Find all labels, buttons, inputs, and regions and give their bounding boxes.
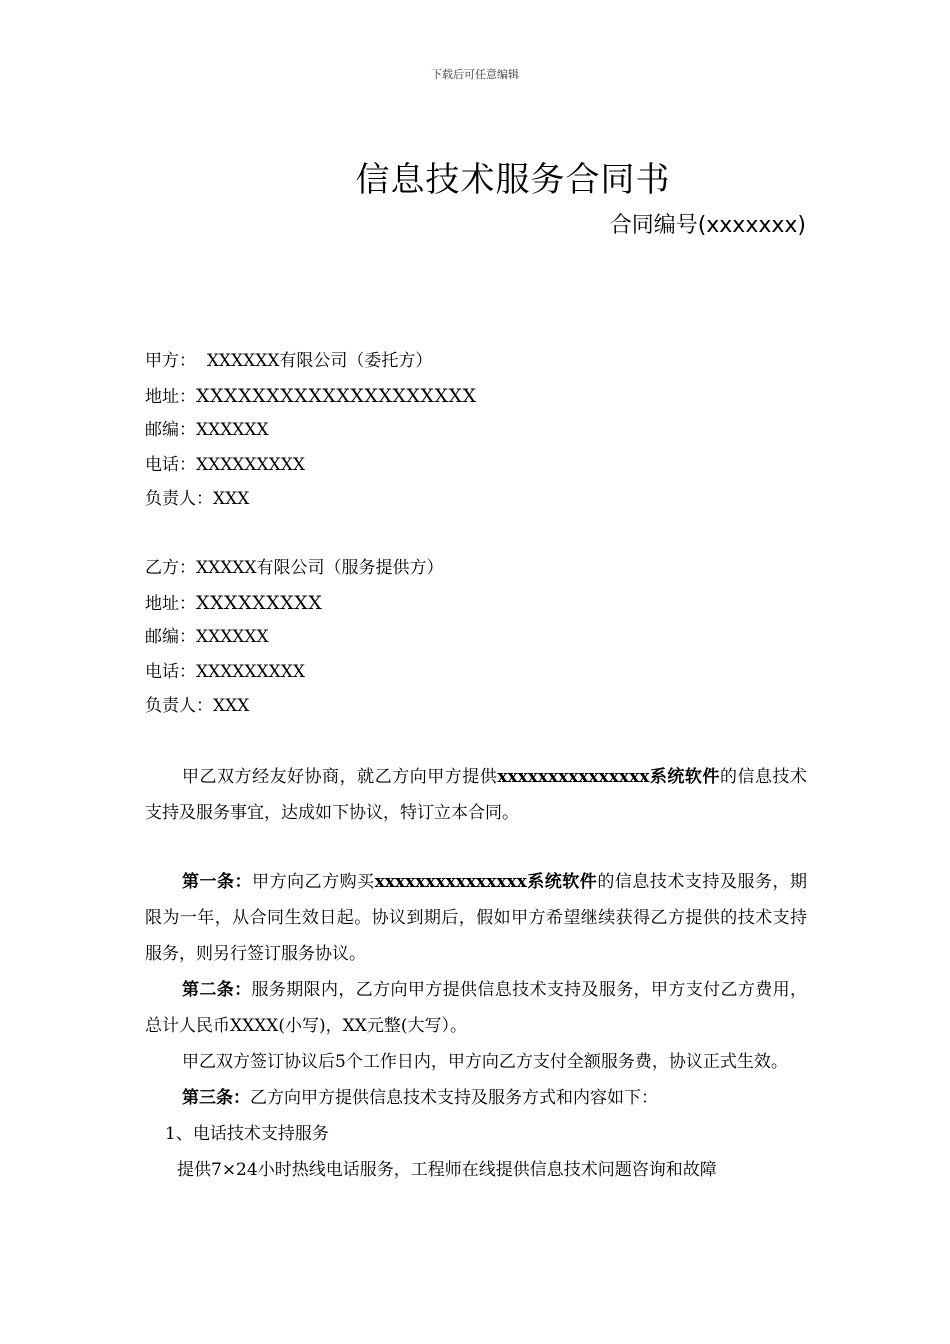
article-2-text: 服务期限内，乙方向甲方提供信息技术支持及服务，甲方支付乙方费用，总计人民币XXXX(小写)，XX元整(大写）。 bbox=[145, 980, 808, 1036]
article-3-text: 乙方向甲方提供信息技术支持及服务方式和内容如下： bbox=[250, 1088, 658, 1108]
article-3-label: 第三条： bbox=[182, 1088, 250, 1108]
party-a-postcode-label: 邮编： bbox=[145, 420, 196, 440]
intro-paragraph bbox=[145, 759, 807, 831]
party-b-address-label: 地址： bbox=[145, 593, 196, 614]
party-a-name: XXXXXX有限公司（委托方） bbox=[206, 351, 433, 371]
party-a-contact-label: 负责人： bbox=[145, 489, 213, 509]
party-a-name-line bbox=[145, 344, 477, 379]
party-b-label: 乙方： bbox=[145, 558, 196, 578]
party-a-postcode: XXXXXX bbox=[196, 420, 269, 440]
item-1-title: 1、电话技术支持服务 bbox=[165, 1124, 329, 1144]
party-b-phone-line bbox=[145, 655, 444, 690]
party-b-postcode: XXXXXX bbox=[196, 627, 269, 647]
party-b-contact-label: 负责人： bbox=[145, 696, 213, 716]
party-a-contact: XXX bbox=[213, 489, 250, 509]
article-2-label: 第二条： bbox=[182, 980, 252, 1000]
party-b-contact-line bbox=[145, 689, 444, 724]
party-b-contact: XXX bbox=[213, 696, 250, 716]
article-1-pre: 甲方向乙方购买 bbox=[252, 872, 375, 892]
party-b-postcode-line bbox=[145, 620, 444, 655]
party-b-phone: XXXXXXXXX bbox=[196, 661, 305, 682]
intro-software-name: xxxxxxxxxxxxxxx系统软件 bbox=[497, 767, 720, 787]
party-a-contact-line bbox=[145, 482, 477, 517]
document-title: 信息技术服务合同书 bbox=[355, 160, 671, 200]
party-a-label: 甲方： bbox=[145, 351, 196, 371]
payment-paragraph: 甲乙双方签订协议后5个工作日内，甲方向乙方支付全额服务费，协议正式生效。 bbox=[182, 1052, 788, 1072]
party-a-phone: XXXXXXXXX bbox=[196, 454, 305, 475]
contract-number: 合同编号(xxxxxxx) bbox=[609, 213, 806, 238]
header-note: 下载后可任意编辑 bbox=[431, 68, 519, 81]
intro-pre: 甲乙双方经友好协商，就乙方向甲方提供 bbox=[182, 767, 498, 787]
party-a-address: XXXXXXXXXXXXXXXXXXXX bbox=[196, 384, 477, 407]
item-1-text: 提供7×24小时热线电话服务，工程师在线提供信息技术问题咨询和故障 bbox=[177, 1160, 717, 1180]
party-b-postcode-label: 邮编： bbox=[145, 627, 196, 647]
party-b-phone-label: 电话： bbox=[145, 661, 196, 682]
party-b-name-line bbox=[145, 551, 444, 586]
article-1-software-name: xxxxxxxxxxxxxxx系统软件 bbox=[374, 872, 598, 892]
party-a-address-line bbox=[145, 379, 477, 414]
party-a-postcode-line bbox=[145, 413, 477, 448]
article-3-paragraph bbox=[145, 1080, 807, 1116]
article-1-paragraph bbox=[145, 864, 807, 972]
articles-section bbox=[145, 864, 807, 1188]
party-b-address: XXXXXXXXX bbox=[196, 591, 323, 614]
party-a-phone-label: 电话： bbox=[145, 454, 196, 475]
article-2-paragraph bbox=[145, 972, 807, 1044]
intro-post: 的信息技术支持及服务事宜，达成如下协议，特订立本合同。 bbox=[145, 767, 808, 823]
article-1-post: 的信息技术支持及服务，期限为一年，从合同生效日起。协议到期后，假如甲方希望继续获得乙方提供的技术支持服务，则另行签订服务协议。 bbox=[145, 872, 808, 964]
party-b-name: XXXXX有限公司（服务提供方） bbox=[196, 558, 444, 578]
intro-section bbox=[145, 759, 807, 831]
party-a-phone-line bbox=[145, 448, 477, 483]
party-b-block bbox=[145, 551, 444, 724]
party-a-address-label: 地址： bbox=[145, 386, 196, 407]
party-b-address-line bbox=[145, 586, 444, 621]
article-1-label: 第一条： bbox=[182, 872, 253, 892]
party-a-block bbox=[145, 344, 477, 517]
